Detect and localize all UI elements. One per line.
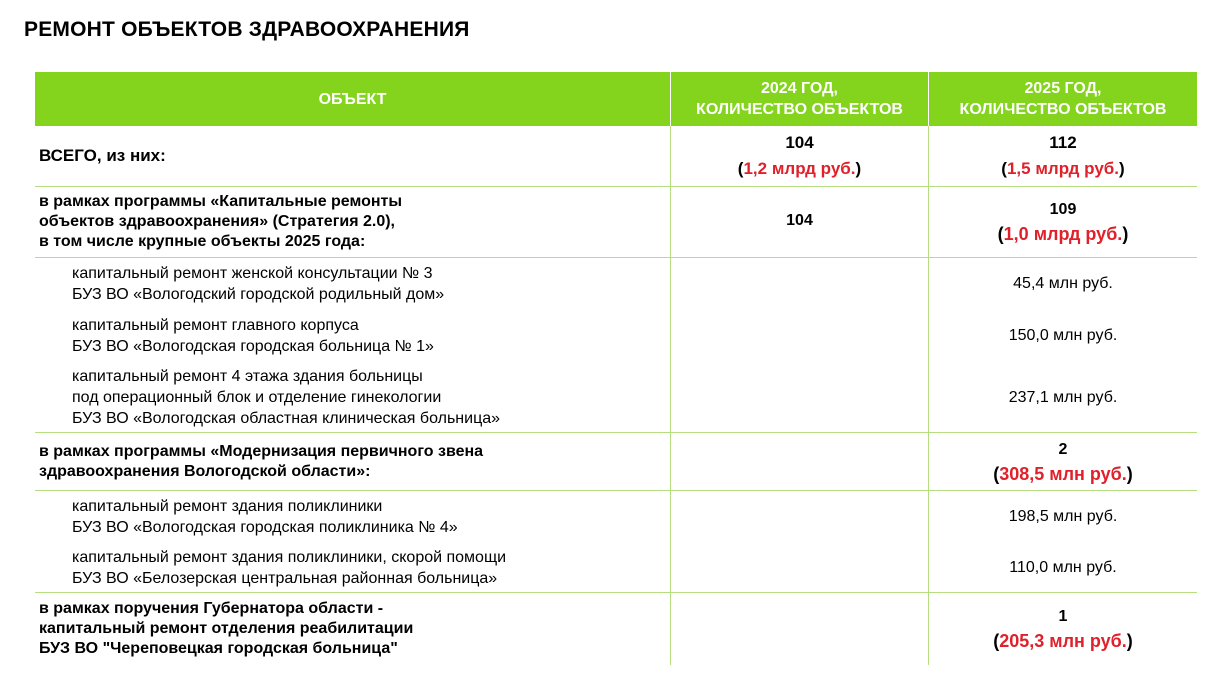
item-3-line1: капитальный ремонт 4 этажа здания больницы	[72, 368, 423, 385]
header-2025-line2: КОЛИЧЕСТВО ОБЪЕКТОВ	[959, 101, 1167, 118]
total-2024-count: 104	[785, 133, 814, 152]
item-1-line2: БУЗ ВО «Вологодский городской родильный дом»	[72, 286, 445, 303]
header-2025	[929, 72, 1197, 126]
program-3-2025-sum: 205,3 млн руб.	[999, 631, 1127, 651]
table-row-program-2-items	[35, 491, 1197, 593]
program-1-2024-count: 104	[786, 211, 813, 229]
program-3-line1: в рамках поручения Губернатора области -	[39, 600, 384, 617]
item-5-value: 110,0 млн руб.	[1009, 558, 1117, 576]
total-2024-sum-wrap: (1,2 млрд руб.)	[737, 159, 862, 178]
list-item	[35, 362, 670, 433]
program-1-2025-sum: 1,0 млрд руб.	[1003, 224, 1123, 244]
total-2024-sum: 1,2 млрд руб.	[743, 159, 856, 178]
page-title: РЕМОНТ ОБЪЕКТОВ ЗДРАВООХРАНЕНИЯ	[24, 18, 470, 41]
item-4-line1: капитальный ремонт здания поликлиники	[72, 497, 383, 515]
header-2024-line1: 2024 ГОД,	[761, 80, 838, 97]
program-1-line1: в рамках программы «Капитальные ремонты	[39, 193, 403, 210]
table-row-program-2	[35, 433, 1197, 491]
program-2-2025-count: 2	[1058, 440, 1068, 458]
item-5-line1: капитальный ремонт здания поликлиники, скорой помощи	[72, 548, 507, 566]
table-row-total	[35, 126, 1197, 187]
item-2-line2: БУЗ ВО «Вологодская городская больница № 1»	[72, 338, 434, 355]
repairs-table	[35, 72, 1197, 665]
list-item	[35, 258, 670, 310]
program-1-2025-count: 109	[1049, 201, 1077, 218]
header-object: ОБЪЕКТ	[318, 90, 387, 108]
program-2-2025-sum-wrap: (308,5 млн руб.)	[993, 463, 1133, 484]
table-row-program-3	[35, 593, 1197, 665]
total-2025-sum-wrap: (1,5 млрд руб.)	[1001, 159, 1125, 178]
table-row-program-1	[35, 187, 1197, 258]
header-2025-line1: 2025 ГОД,	[1024, 80, 1102, 97]
program-3-line2: капитальный ремонт отделения реабилитации	[39, 620, 414, 637]
list-item	[35, 310, 670, 362]
item-4-line2: БУЗ ВО «Вологодская городская поликлиника № 4»	[72, 518, 458, 536]
item-1-value: 45,4 млн руб.	[1013, 275, 1113, 292]
program-3-line3: БУЗ ВО "Череповецкая городская больница"	[39, 640, 398, 657]
program-1-label	[35, 192, 402, 252]
program-2-2025-sum: 308,5 млн руб.	[999, 463, 1127, 484]
program-2-line1: в рамках программы «Модернизация первичного звена	[39, 442, 484, 460]
item-4-value: 198,5 млн руб.	[1008, 507, 1118, 525]
item-5-line2: БУЗ ВО «Белозерская центральная районная больница»	[72, 569, 498, 587]
item-2-line1: капитальный ремонт главного корпуса	[72, 317, 359, 334]
total-label: ВСЕГО, из них:	[39, 146, 166, 165]
program-3-2025-count: 1	[1058, 608, 1068, 625]
item-3-line3: БУЗ ВО «Вологодская областная клиническая больница»	[72, 410, 501, 427]
program-2-label	[35, 442, 483, 482]
item-3-value: 237,1 млн руб.	[1008, 388, 1118, 406]
item-1-line1: капитальный ремонт женской консультации № 3	[72, 265, 433, 282]
program-3-2025-sum-wrap: (205,3 млн руб.)	[993, 631, 1133, 651]
list-item	[35, 491, 670, 542]
program-1-line2: объектов здравоохранения» (Стратегия 2.0),	[39, 213, 395, 230]
header-2024	[670, 72, 929, 126]
table-row-program-1-items	[35, 258, 1197, 433]
program-1-line3: в том числе крупные объекты 2025 года:	[39, 233, 366, 250]
table-header	[35, 72, 1197, 126]
total-2025-count: 112	[1049, 133, 1077, 152]
item-3-line2: под операционный блок и отделение гинекологии	[72, 389, 442, 406]
program-2-line2: здравоохранения Вологодской области»:	[39, 462, 371, 480]
list-item	[35, 542, 670, 593]
total-2025-sum: 1,5 млрд руб.	[1006, 159, 1120, 178]
program-3-label	[35, 599, 413, 659]
item-2-value: 150,0 млн руб.	[1008, 327, 1118, 344]
program-1-2025-sum-wrap: (1,0 млрд руб.)	[997, 224, 1129, 244]
header-2024-line2: КОЛИЧЕСТВО ОБЪЕКТОВ	[696, 101, 903, 118]
